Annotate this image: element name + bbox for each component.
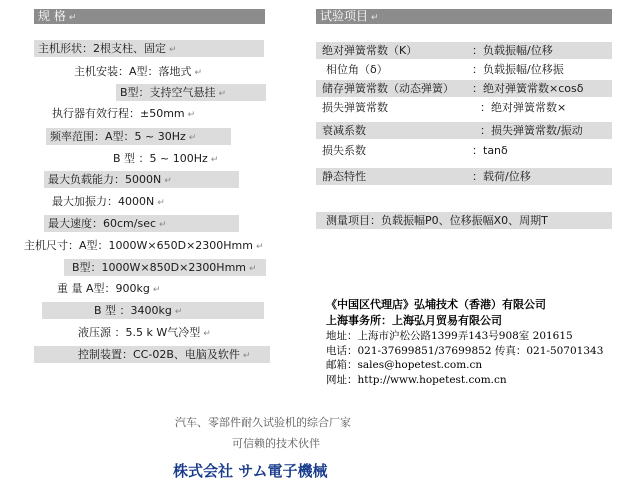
test-row-label-3: 损失弹簧常数	[322, 101, 388, 114]
test-items-header: 试验项目 ↵	[316, 9, 612, 24]
spec-row-freq-b: B 型 ：5 ~ 100Hz ↵	[113, 152, 219, 165]
test-row-value-3: ：绝对弹簧常数×	[480, 101, 567, 114]
test-row-value-4: ：损失弹簧常数/振动	[480, 124, 583, 137]
spec-row-control: 控制装置：CC-02B、电脑及软件 ↵	[34, 346, 270, 363]
test-row-label-0: 绝对弹簧常数（K）	[322, 44, 418, 57]
test-row-value-0: ：负载振幅/位移	[472, 44, 553, 57]
test-row-value-6: ：载荷/位移	[472, 170, 531, 183]
test-row-value-5: ：tanδ	[472, 144, 508, 157]
test-row-label-6: 静态特性	[322, 170, 366, 183]
spec-row-weight-b: B 型 ：3400kg ↵	[42, 302, 264, 319]
spec-row-install-b: B型：支持空气悬挂 ↵	[116, 84, 266, 101]
spec-row-freq-a: 频率范围：A型：5 ~ 30Hz ↵	[46, 128, 231, 145]
spec-header-text: 规 格	[38, 9, 66, 23]
company-logo: 株式会社 サム電子機械	[173, 462, 328, 480]
test-items-header-text: 试验项目	[320, 9, 369, 23]
spec-header: 规 格 ↵	[34, 9, 265, 24]
footer-tagline-1: 汽车、零部件耐久试验机的综合厂家	[175, 416, 351, 429]
contact-block	[326, 297, 626, 387]
spec-row-max-speed: 最大速度：60cm/sec ↵	[44, 215, 239, 232]
address: 地址：上海市沪松公路1399弄143号908室 201615	[326, 330, 573, 342]
spec-row-max-force: 最大加振力：4000N ↵	[52, 195, 165, 208]
test-row-label-5: 损失系数	[322, 144, 366, 157]
website[interactable]: 网址：http://www.hopetest.com.cn	[326, 373, 507, 386]
agent-company: 《中国区代理店》弘埔技术（香港）有限公司	[326, 298, 546, 311]
measure-row: 测量项目：负载振幅P0、位移振幅X0、周期T	[326, 214, 548, 227]
spec-row-size-a: 主机尺寸：A型：1000W×650D×2300Hmm ↵	[24, 239, 264, 252]
spec-row-shape: 主机形状：2根支柱、固定 ↵	[34, 40, 264, 57]
spec-row-size-b: B型：1000W×850D×2300Hmm ↵	[64, 259, 266, 276]
email[interactable]: 邮箱：sales@hopetest.com.cn	[326, 359, 483, 371]
spec-row-weight-a: 重 量 A型：900kg ↵	[57, 282, 161, 295]
test-row-value-1: ：负载振幅/位移振	[472, 63, 564, 76]
test-row-value-2: ：绝对弹簧常数×cosδ	[472, 82, 584, 95]
shanghai-office: 上海事务所：上海弘月贸易有限公司	[326, 314, 502, 327]
spec-row-hydraulic: 液压源 ：5.5 k W气冷型 ↵	[78, 326, 211, 339]
test-row-label-2: 储存弹簧常数（动态弹簧）	[322, 82, 454, 95]
phone-fax: 电话：021-37699851/37699852 传真：021-50701343	[326, 344, 604, 357]
spec-row-stroke: 执行器有效行程：±50mm ↵	[52, 107, 196, 120]
footer-tagline-2: 可信赖的技术伙伴	[232, 437, 320, 450]
spec-row-max-load: 最大负载能力：5000N ↵	[44, 171, 239, 188]
test-row-label-1: 相位角（δ）	[326, 63, 388, 76]
test-row-label-4: 衰减系数	[322, 124, 366, 137]
spec-row-install-a: 主机安装：A型：落地式 ↵	[74, 65, 203, 78]
